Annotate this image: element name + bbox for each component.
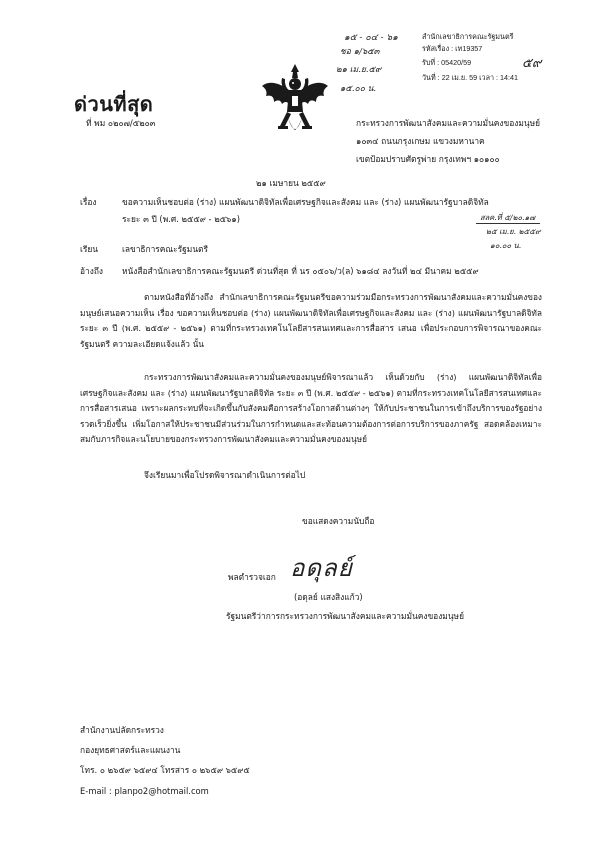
reference-label: อ้างถึง <box>80 266 103 276</box>
handwritten-note-3: ๑๕.๐๐ น. <box>340 84 377 94</box>
sender-address-line-3: เขตป้อมปราบศัตรูพ่าย กรุงเทพฯ ๑๐๑๐๐ <box>356 154 500 164</box>
receipt-stamp-date-label: วันที่ : <box>422 72 442 82</box>
receipt-stamp-reg-label: รหัสเรื่อง : <box>422 44 456 54</box>
side-stamp-line-1: สลค.ที่ ๕/๒๐.๑๗ <box>480 213 536 222</box>
receipt-stamp-office: สำนักเลขาธิการคณะรัฐมนตรี <box>422 32 514 41</box>
handwritten-top-date: ๑๕ - ๐๔ - ๖๑ <box>344 33 398 43</box>
receipt-stamp-recv-value: 05420/59 <box>441 58 472 68</box>
footer-division: กองยุทธศาสตร์และแผนงาน <box>80 745 181 755</box>
urgency-label: ด่วนที่สุด <box>74 92 154 116</box>
document-number: ที่ พม ๐๒๐๗/๕๒๐๓ <box>86 118 156 128</box>
signer-title: รัฐมนตรีว่าการกระทรวงการพัฒนาสังคมและความมั่นคงของมนุษย์ <box>226 611 464 621</box>
subject-label: เรื่อง <box>80 197 97 207</box>
closing-phrase: ขอแสดงความนับถือ <box>302 516 375 526</box>
side-stamp-divider <box>476 223 540 224</box>
sender-address-line-1: กระทรวงการพัฒนาสังคมและความมั่นคงของมนุษย์ <box>356 118 541 128</box>
receipt-stamp-date-value: 22 เม.ย. 59 <box>441 72 478 82</box>
signer-name: (อดุลย์ แสงสิงแก้ว) <box>294 592 363 602</box>
sender-address-line-2: ๑๐๓๔ ถนนกรุงเกษม แขวงมหานาค <box>356 136 485 146</box>
reference-value: หนังสือสำนักเลขาธิการคณะรัฐมนตรี ด่วนที่สุด ที่ นร ๐๕๐๖/ว(ล) ๖๑๘๔ ลงวันที่ ๒๔ มีนาคม ๒๕๕๙ <box>122 266 479 276</box>
handwritten-note-1: ชอ ๑/๖๕๓ <box>340 47 380 57</box>
footer-office: สำนักงานปลัดกระทรวง <box>80 725 164 735</box>
receipt-stamp-handwritten-mark: ๕๙ <box>522 56 542 71</box>
subject-line-2: ระยะ ๓ ปี (พ.ศ. ๒๕๕๙ - ๒๕๖๑) <box>122 214 240 224</box>
to-value: เลขาธิการคณะรัฐมนตรี <box>122 244 208 254</box>
subject-line-1: ขอความเห็นชอบต่อ (ร่าง) แผนพัฒนาดิจิทัลเพื่อเศรษฐกิจและสังคม และ (ร่าง) แผนพัฒนารัฐบาลดิจิทัล <box>122 197 489 207</box>
side-stamp-line-2: ๒๕ เม.ย. ๒๕๕๙ <box>486 227 541 236</box>
receipt-stamp-reg-value: เท19357 <box>455 44 483 54</box>
side-stamp-line-3: ๑๐.๐๐ น. <box>490 241 522 250</box>
document-date: ๒๑ เมษายน ๒๕๕๙ <box>256 178 326 188</box>
footer-email: E-mail : planpo2@hotmail.com <box>80 786 209 796</box>
signer-rank: พลตำรวจเอก <box>228 572 276 582</box>
to-label: เรียน <box>80 244 98 254</box>
handwritten-note-2: ๒๑ เม.ย.๕๙ <box>336 65 382 75</box>
footer-phone: โทร. ๐ ๒๖๕๙ ๖๕๙๔ โทรสาร ๐ ๒๖๕๙ ๖๕๙๕ <box>80 765 250 775</box>
body-paragraph-1: ตามหนังสือที่อ้างถึง สำนักเลขาธิการคณะรัฐมนตรีขอความร่วมมือกระทรวงการพัฒนาสังคมและความมั่นคงของมนุษย์เสนอความเห็น เรื่อง ขอความเห็นชอบต่อ (ร่าง) แผนพัฒนาดิจิทัลเพื่อเศรษฐกิจและสังคม และ (ร่าง) แผนพัฒนารัฐบาลดิจิทัล ระยะ ๓ ปี (พ.ศ. ๒๕๕๙ - ๒๕๖๑) ตามที่กระทรวงเทคโนโลยีสารสนเทศและการสื่อสาร เสนอ เพื่อประกอบการพิจารณาของคณะรัฐมนตรี ความละเอียดแจ้งแล้ว นั้น <box>80 292 542 349</box>
handwritten-signature: อดุลย์ <box>290 554 353 582</box>
garuda-emblem <box>258 60 332 142</box>
body-paragraph-2: กระทรวงการพัฒนาสังคมและความมั่นคงของมนุษย์พิจารณาแล้ว เห็นด้วยกับ (ร่าง) แผนพัฒนาดิจิทัลเพื่อเศรษฐกิจและสังคม และ (ร่าง) แผนพัฒนารัฐบาลดิจิทัล ระยะ ๓ ปี (พ.ศ. ๒๕๕๙ - ๒๕๖๑) ตามที่กระทรวงเทคโนโลยีสารสนเทศและการสื่อสารเสนอ เพราะผลกระทบที่จะเกิดขึ้นกับสังคมคือการสร้างโอกาสด้านต่างๆ ให้กับประชาชนในการเข้าถึงบริการของรัฐอย่างรวดเร็วยิ่งขึ้น เพิ่มโอกาสให้ประชาชนมีส่วนร่วมในการกำหนดและสะท้อนความต้องการต่อการบริการของภาครัฐ สอดคล้องเหมาะสมกับภารกิจและนโยบายของกระทรวงการพัฒนาสังคมและความมั่นคงของมนุษย์ <box>80 372 542 445</box>
body-paragraph-3: จึงเรียนมาเพื่อโปรดพิจารณาดำเนินการต่อไป <box>144 470 306 480</box>
receipt-stamp-recv-label: รับที่ : <box>422 58 442 68</box>
receipt-stamp-time-label: เวลา : <box>477 72 500 82</box>
receipt-stamp-time-value: 14:41 <box>500 72 518 82</box>
